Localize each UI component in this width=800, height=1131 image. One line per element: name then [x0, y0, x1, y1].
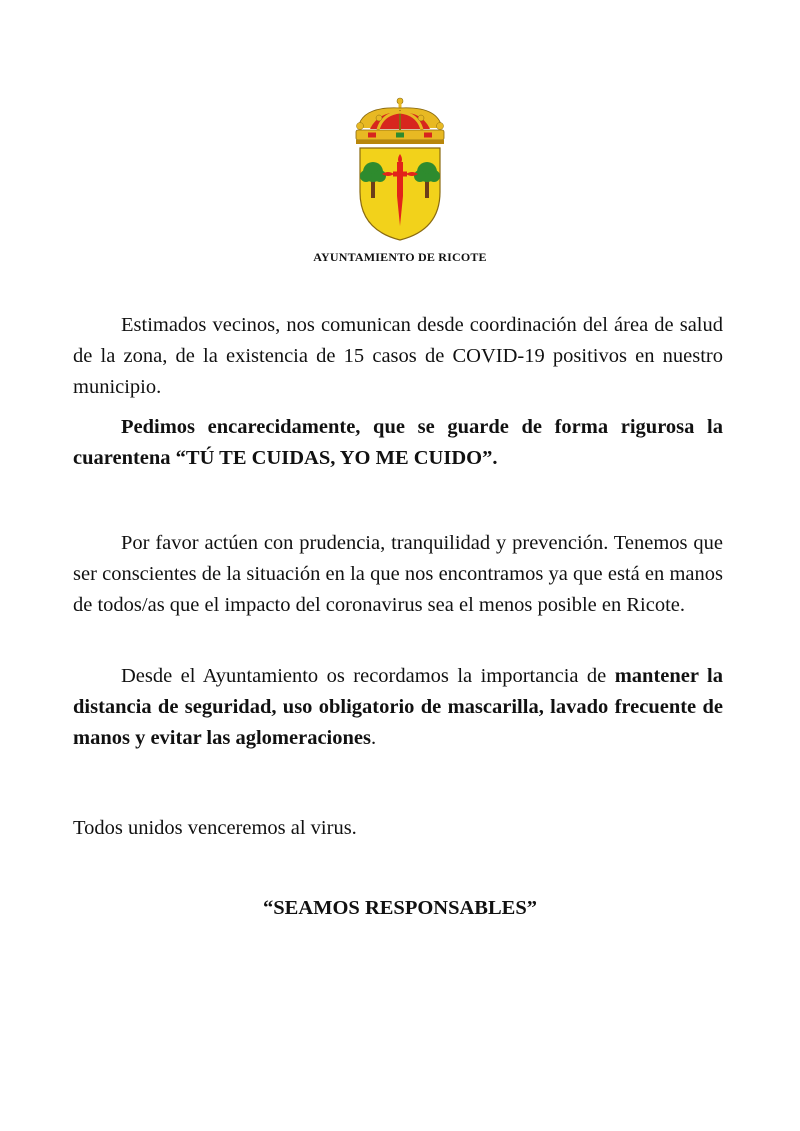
paragraph-quarantine: [73, 412, 723, 474]
recommendations-end: .: [370, 727, 377, 749]
paragraph-intro: Estimados vecinos, nos comunican desde coordinación del área de salud de la zona, de la existencia de 15 casos de COVID-19 positivos en nuestro municipio.: [73, 314, 723, 398]
recommendations-intro: Desde el Ayuntamiento os recordamos la importancia de: [121, 665, 615, 687]
coat-of-arms-icon: [348, 96, 452, 242]
paragraph-unity: Todos unidos venceremos al virus.: [73, 817, 357, 839]
paragraph-prudence: Por favor actúen con prudencia, tranquilidad y prevención. Tenemos que ser conscientes de la situación en la que nos encontramos ya que está en manos de todos/as que el impacto del coronavirus sea el menos posible en Ricote.: [73, 532, 723, 616]
organization-name: AYUNTAMIENTO DE RICOTE: [313, 250, 487, 264]
coat-of-arms: [348, 96, 452, 242]
paragraph-recommendations: [73, 661, 723, 754]
recommendations-measures: mantener la distancia de seguridad, uso obligatorio de mascarilla, lavado frecuente de manos y evitar las aglomeraciones: [73, 665, 724, 749]
quarantine-request: Pedimos encarecidamente, que se guarde de forma rigurosa la cuarentena “TÚ TE CUIDAS, YO ME CUIDO”.: [73, 416, 723, 469]
closing-slogan: “SEAMOS RESPONSABLES”: [263, 897, 537, 919]
